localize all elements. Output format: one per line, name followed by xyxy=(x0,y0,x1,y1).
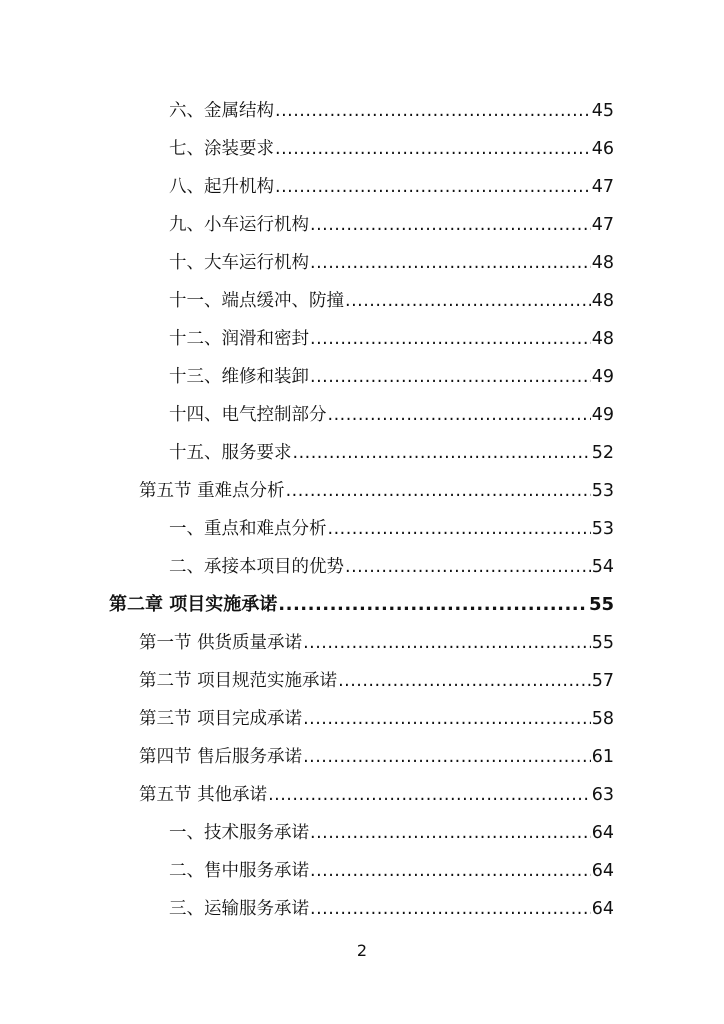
toc-entry-title: 八、起升机构 xyxy=(169,177,274,197)
toc-entry[interactable] xyxy=(0,206,724,244)
toc-entry-page: 57 xyxy=(591,671,614,691)
toc-entry-title: 七、涂装要求 xyxy=(169,139,274,159)
toc-entry-page: 48 xyxy=(591,329,614,349)
toc-entry[interactable] xyxy=(0,358,724,396)
toc-entry-page: 48 xyxy=(591,253,614,273)
toc-entry[interactable] xyxy=(0,662,724,700)
toc-dot-leader xyxy=(310,244,591,282)
toc-entry[interactable] xyxy=(0,586,724,624)
table-of-contents xyxy=(0,92,724,928)
toc-dot-leader xyxy=(310,890,591,928)
toc-dot-leader xyxy=(310,852,591,890)
toc-entry-title: 二、承接本项目的优势 xyxy=(169,557,344,577)
toc-entry-title: 六、金属结构 xyxy=(169,101,274,121)
toc-entry[interactable] xyxy=(0,852,724,890)
toc-dot-leader xyxy=(345,548,591,586)
toc-entry[interactable] xyxy=(0,320,724,358)
toc-entry-page: 64 xyxy=(591,823,614,843)
toc-entry-page: 64 xyxy=(591,899,614,919)
toc-entry[interactable] xyxy=(0,130,724,168)
toc-entry-title: 一、技术服务承诺 xyxy=(169,823,309,843)
toc-entry-title: 十、大车运行机构 xyxy=(169,253,309,273)
toc-dot-leader xyxy=(303,700,591,738)
toc-entry[interactable] xyxy=(0,282,724,320)
toc-entry-page: 47 xyxy=(591,177,614,197)
toc-dot-leader xyxy=(303,738,591,776)
toc-entry-page: 55 xyxy=(588,594,614,615)
toc-entry-title: 九、小车运行机构 xyxy=(169,215,309,235)
toc-entry-title: 第四节 售后服务承诺 xyxy=(139,747,303,767)
toc-entry[interactable] xyxy=(0,700,724,738)
toc-entry-page: 61 xyxy=(591,747,614,767)
toc-entry-page: 53 xyxy=(591,481,614,501)
toc-entry[interactable] xyxy=(0,738,724,776)
toc-dot-leader xyxy=(310,206,591,244)
toc-entry-title: 十四、电气控制部分 xyxy=(169,405,327,425)
toc-dot-leader xyxy=(275,130,591,168)
toc-entry-title: 十五、服务要求 xyxy=(169,443,292,463)
toc-entry-title: 十二、润滑和密封 xyxy=(169,329,309,349)
toc-entry-page: 58 xyxy=(591,709,614,729)
toc-dot-leader xyxy=(338,662,591,700)
toc-entry[interactable] xyxy=(0,472,724,510)
toc-dot-leader xyxy=(278,586,588,624)
toc-entry[interactable] xyxy=(0,92,724,130)
toc-dot-leader xyxy=(328,396,591,434)
toc-dot-leader xyxy=(268,776,591,814)
toc-dot-leader xyxy=(310,814,591,852)
toc-entry[interactable] xyxy=(0,510,724,548)
toc-entry-page: 47 xyxy=(591,215,614,235)
toc-dot-leader xyxy=(310,358,591,396)
toc-entry[interactable] xyxy=(0,890,724,928)
toc-dot-leader xyxy=(275,168,591,206)
toc-entry[interactable] xyxy=(0,548,724,586)
toc-entry[interactable] xyxy=(0,624,724,662)
toc-dot-leader xyxy=(328,510,591,548)
toc-entry-page: 64 xyxy=(591,861,614,881)
toc-entry-title: 三、运输服务承诺 xyxy=(169,899,309,919)
toc-entry[interactable] xyxy=(0,168,724,206)
toc-entry-title: 第一节 供货质量承诺 xyxy=(139,633,303,653)
toc-entry-title: 一、重点和难点分析 xyxy=(169,519,327,539)
toc-entry-title: 二、售中服务承诺 xyxy=(169,861,309,881)
toc-entry[interactable] xyxy=(0,434,724,472)
toc-dot-leader xyxy=(275,92,591,130)
toc-entry-title: 第二章 项目实施承诺 xyxy=(109,594,278,615)
toc-entry-page: 53 xyxy=(591,519,614,539)
page-number: 2 xyxy=(356,941,368,960)
toc-dot-leader xyxy=(303,624,591,662)
toc-entry-page: 49 xyxy=(591,405,614,425)
toc-dot-leader xyxy=(293,434,591,472)
toc-entry-page: 46 xyxy=(591,139,614,159)
toc-dot-leader xyxy=(310,320,591,358)
toc-entry-title: 十三、维修和装卸 xyxy=(169,367,309,387)
toc-dot-leader xyxy=(345,282,591,320)
toc-entry[interactable] xyxy=(0,814,724,852)
toc-entry-page: 63 xyxy=(591,785,614,805)
toc-entry-title: 第三节 项目完成承诺 xyxy=(139,709,303,729)
toc-entry-page: 48 xyxy=(591,291,614,311)
toc-entry-page: 52 xyxy=(591,443,614,463)
toc-entry[interactable] xyxy=(0,244,724,282)
toc-entry[interactable] xyxy=(0,776,724,814)
toc-entry[interactable] xyxy=(0,396,724,434)
toc-entry-title: 十一、端点缓冲、防撞 xyxy=(169,291,344,311)
toc-entry-page: 45 xyxy=(591,101,614,121)
toc-entry-page: 54 xyxy=(591,557,614,577)
toc-entry-title: 第五节 重难点分析 xyxy=(139,481,285,501)
toc-entry-title: 第五节 其他承诺 xyxy=(139,785,268,805)
toc-dot-leader xyxy=(286,472,591,510)
toc-entry-page: 55 xyxy=(591,633,614,653)
toc-entry-page: 49 xyxy=(591,367,614,387)
toc-entry-title: 第二节 项目规范实施承诺 xyxy=(139,671,338,691)
